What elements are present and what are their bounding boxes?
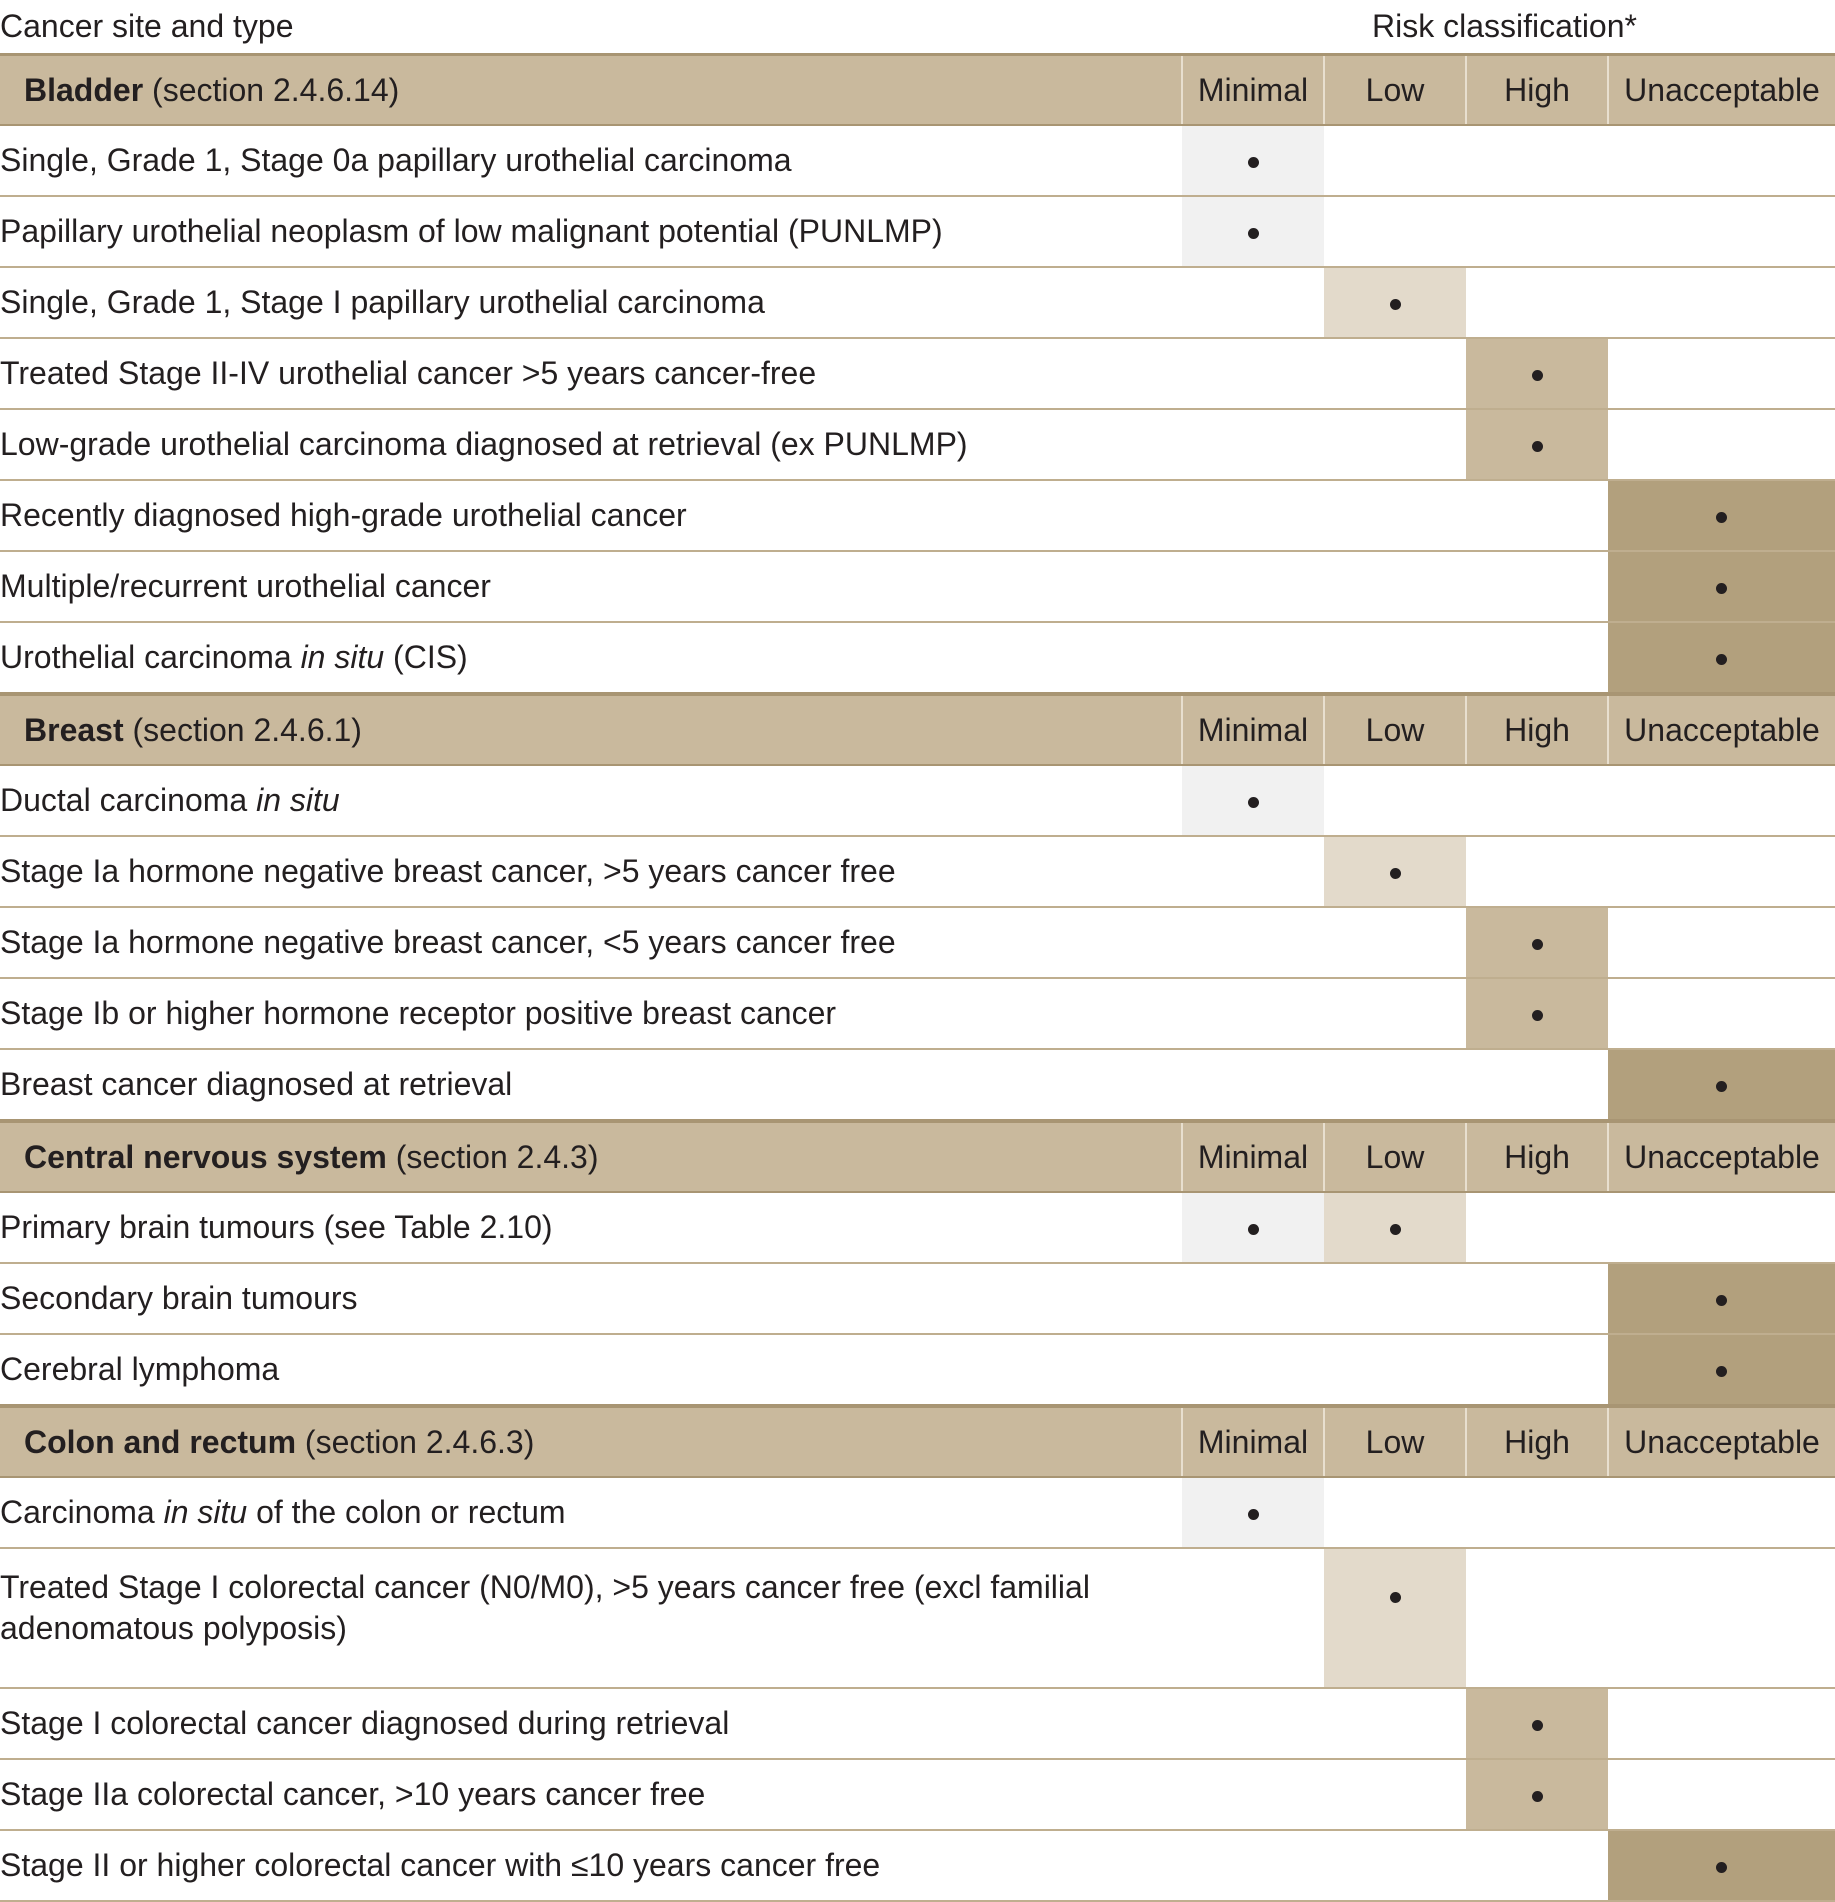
risk-cell-un (1608, 1548, 1835, 1688)
section-reference: (section 2.4.6.3) (304, 1423, 535, 1460)
section-title (0, 694, 1182, 765)
bullet-dot-icon (1248, 797, 1259, 808)
table-row (0, 1548, 1835, 1688)
table-row (0, 1049, 1835, 1121)
risk-cell-low (1324, 907, 1466, 978)
risk-cell-min (1182, 338, 1324, 409)
risk-cell-min (1182, 836, 1324, 907)
risk-cell-min (1182, 1548, 1324, 1688)
row-label-part: Ductal carcinoma (0, 782, 257, 818)
table-top-header (0, 0, 1835, 56)
risk-table (0, 56, 1835, 1902)
risk-cell-un (1608, 125, 1835, 196)
bullet-dot-icon (1248, 157, 1259, 168)
bullet-dot-icon (1716, 1081, 1727, 1092)
bullet-dot-icon (1390, 1592, 1401, 1603)
level-header-low: Low (1324, 56, 1466, 125)
row-label: Single, Grade 1, Stage 0a papillary urothelial carcinoma (0, 125, 1182, 196)
section-title (0, 56, 1182, 125)
risk-cell-high (1466, 836, 1608, 907)
risk-cell-low (1324, 836, 1466, 907)
level-header-high: High (1466, 1406, 1608, 1477)
table-row (0, 1477, 1835, 1548)
risk-cell-un (1608, 1334, 1835, 1406)
row-label: Multiple/recurrent urothelial cancer (0, 551, 1182, 622)
section-name: Bladder (24, 71, 144, 108)
column-header-cancer-site: Cancer site and type (0, 8, 294, 44)
level-header-low: Low (1324, 1406, 1466, 1477)
level-header-un: Unacceptable (1608, 694, 1835, 765)
level-header-min: Minimal (1182, 694, 1324, 765)
risk-cell-high (1466, 1688, 1608, 1759)
row-label-part: (CIS) (384, 639, 468, 675)
risk-table-body (0, 56, 1835, 1901)
risk-cell-min (1182, 978, 1324, 1049)
risk-cell-un (1608, 836, 1835, 907)
bullet-dot-icon (1248, 228, 1259, 239)
risk-cell-low (1324, 1049, 1466, 1121)
bullet-dot-icon (1716, 654, 1727, 665)
section-name: Breast (24, 711, 124, 748)
row-label: Stage I colorectal cancer diagnosed during retrieval (0, 1688, 1182, 1759)
risk-cell-low (1324, 1548, 1466, 1688)
level-header-min: Minimal (1182, 1406, 1324, 1477)
risk-cell-low (1324, 1192, 1466, 1263)
bullet-dot-icon (1716, 1295, 1727, 1306)
table-row (0, 551, 1835, 622)
risk-cell-min (1182, 1192, 1324, 1263)
section-header (0, 694, 1835, 765)
table-row (0, 765, 1835, 836)
bullet-dot-icon (1532, 1720, 1543, 1731)
risk-cell-low (1324, 267, 1466, 338)
row-label: Stage Ia hormone negative breast cancer, <5 years cancer free (0, 907, 1182, 978)
row-label (0, 1477, 1182, 1548)
row-label-part: Urothelial carcinoma (0, 639, 301, 675)
level-header-un: Unacceptable (1608, 1121, 1835, 1192)
risk-cell-min (1182, 1688, 1324, 1759)
section-title (0, 1121, 1182, 1192)
row-label: Papillary urothelial neoplasm of low malignant potential (PUNLMP) (0, 196, 1182, 267)
bullet-dot-icon (1532, 370, 1543, 381)
row-label-italic: in situ (256, 782, 340, 818)
section-reference: (section 2.4.6.1) (132, 711, 362, 748)
risk-cell-high (1466, 1049, 1608, 1121)
risk-cell-low (1324, 1830, 1466, 1901)
risk-cell-high (1466, 622, 1608, 694)
risk-cell-un (1608, 1263, 1835, 1334)
section-title (0, 1406, 1182, 1477)
level-header-min: Minimal (1182, 56, 1324, 125)
bullet-dot-icon (1248, 1509, 1259, 1520)
row-label-part: of the colon or rectum (247, 1494, 566, 1530)
risk-cell-high (1466, 1263, 1608, 1334)
row-label: Single, Grade 1, Stage I papillary urothelial carcinoma (0, 267, 1182, 338)
level-header-un: Unacceptable (1608, 56, 1835, 125)
bullet-dot-icon (1716, 512, 1727, 523)
row-label-italic: in situ (163, 1494, 248, 1530)
risk-cell-low (1324, 1477, 1466, 1548)
risk-cell-low (1324, 622, 1466, 694)
row-label: Stage II or higher colorectal cancer with ≤10 years cancer free (0, 1830, 1182, 1901)
risk-cell-high (1466, 409, 1608, 480)
risk-cell-low (1324, 1759, 1466, 1830)
risk-cell-low (1324, 551, 1466, 622)
risk-cell-min (1182, 409, 1324, 480)
risk-cell-min (1182, 196, 1324, 267)
risk-cell-high (1466, 907, 1608, 978)
risk-cell-min (1182, 622, 1324, 694)
table-row (0, 1334, 1835, 1406)
bullet-dot-icon (1716, 1862, 1727, 1873)
bullet-dot-icon (1532, 441, 1543, 452)
row-label: Cerebral lymphoma (0, 1334, 1182, 1406)
row-label: Recently diagnosed high-grade urothelial cancer (0, 480, 1182, 551)
risk-cell-un (1608, 978, 1835, 1049)
table-row (0, 1192, 1835, 1263)
risk-cell-un (1608, 907, 1835, 978)
row-label: Stage IIa colorectal cancer, >10 years cancer free (0, 1759, 1182, 1830)
level-header-high: High (1466, 56, 1608, 125)
risk-cell-un (1608, 1192, 1835, 1263)
table-row (0, 267, 1835, 338)
level-header-min: Minimal (1182, 1121, 1324, 1192)
risk-cell-un (1608, 338, 1835, 409)
bullet-dot-icon (1390, 1224, 1401, 1235)
risk-cell-high (1466, 1192, 1608, 1263)
risk-cell-un (1608, 480, 1835, 551)
risk-cell-high (1466, 1548, 1608, 1688)
table-row (0, 1830, 1835, 1901)
risk-cell-un (1608, 196, 1835, 267)
risk-cell-low (1324, 480, 1466, 551)
level-header-high: High (1466, 694, 1608, 765)
table-row (0, 480, 1835, 551)
table-row (0, 409, 1835, 480)
column-header-risk-classification: Risk classification* (1372, 8, 1637, 44)
risk-cell-min (1182, 1049, 1324, 1121)
row-label-italic: in situ (300, 639, 385, 675)
table-row (0, 836, 1835, 907)
bullet-dot-icon (1248, 1224, 1259, 1235)
risk-cell-un (1608, 551, 1835, 622)
risk-cell-min (1182, 267, 1324, 338)
bullet-dot-icon (1532, 1791, 1543, 1802)
risk-cell-un (1608, 1049, 1835, 1121)
risk-cell-high (1466, 338, 1608, 409)
risk-cell-low (1324, 765, 1466, 836)
risk-cell-min (1182, 907, 1324, 978)
row-label: Low-grade urothelial carcinoma diagnosed at retrieval (ex PUNLMP) (0, 409, 1182, 480)
row-label: Primary brain tumours (see Table 2.10) (0, 1192, 1182, 1263)
risk-cell-low (1324, 196, 1466, 267)
risk-cell-low (1324, 125, 1466, 196)
table-row (0, 196, 1835, 267)
bullet-dot-icon (1390, 299, 1401, 310)
risk-cell-high (1466, 1830, 1608, 1901)
risk-cell-min (1182, 1477, 1324, 1548)
bullet-dot-icon (1532, 939, 1543, 950)
risk-cell-high (1466, 1759, 1608, 1830)
risk-cell-min (1182, 1334, 1324, 1406)
table-row (0, 1263, 1835, 1334)
risk-cell-un (1608, 1477, 1835, 1548)
risk-cell-high (1466, 267, 1608, 338)
table-row (0, 125, 1835, 196)
level-header-high: High (1466, 1121, 1608, 1192)
risk-cell-min (1182, 551, 1324, 622)
section-header (0, 1406, 1835, 1477)
level-header-low: Low (1324, 1121, 1466, 1192)
risk-cell-low (1324, 1263, 1466, 1334)
bullet-dot-icon (1716, 1366, 1727, 1377)
row-label (0, 622, 1182, 694)
level-header-un: Unacceptable (1608, 1406, 1835, 1477)
risk-cell-low (1324, 409, 1466, 480)
risk-cell-un (1608, 267, 1835, 338)
risk-cell-min (1182, 125, 1324, 196)
risk-cell-un (1608, 1830, 1835, 1901)
bullet-dot-icon (1716, 583, 1727, 594)
risk-cell-low (1324, 1334, 1466, 1406)
section-header (0, 56, 1835, 125)
section-name: Central nervous system (24, 1138, 387, 1175)
risk-cell-high (1466, 1334, 1608, 1406)
risk-cell-min (1182, 1263, 1324, 1334)
table-row (0, 1759, 1835, 1830)
risk-cell-low (1324, 978, 1466, 1049)
row-label (0, 765, 1182, 836)
risk-cell-high (1466, 125, 1608, 196)
row-label: Treated Stage II-IV urothelial cancer >5 years cancer-free (0, 338, 1182, 409)
row-label: Stage Ib or higher hormone receptor positive breast cancer (0, 978, 1182, 1049)
risk-cell-high (1466, 1477, 1608, 1548)
section-reference: (section 2.4.3) (395, 1138, 599, 1175)
row-label: Stage Ia hormone negative breast cancer, >5 years cancer free (0, 836, 1182, 907)
risk-cell-un (1608, 1688, 1835, 1759)
risk-cell-un (1608, 622, 1835, 694)
risk-cell-un (1608, 409, 1835, 480)
risk-cell-un (1608, 765, 1835, 836)
risk-cell-low (1324, 1688, 1466, 1759)
risk-cell-high (1466, 765, 1608, 836)
level-header-low: Low (1324, 694, 1466, 765)
risk-cell-high (1466, 978, 1608, 1049)
section-reference: (section 2.4.6.14) (152, 71, 400, 108)
table-row (0, 907, 1835, 978)
row-label: Breast cancer diagnosed at retrieval (0, 1049, 1182, 1121)
risk-cell-low (1324, 338, 1466, 409)
risk-cell-high (1466, 551, 1608, 622)
table-row (0, 1688, 1835, 1759)
risk-cell-min (1182, 1830, 1324, 1901)
risk-cell-min (1182, 765, 1324, 836)
table-row (0, 338, 1835, 409)
risk-cell-min (1182, 1759, 1324, 1830)
bullet-dot-icon (1532, 1010, 1543, 1021)
table-row (0, 978, 1835, 1049)
row-label: Secondary brain tumours (0, 1263, 1182, 1334)
row-label-part: Carcinoma (0, 1494, 164, 1530)
row-label: Treated Stage I colorectal cancer (N0/M0), >5 years cancer free (excl familial adenomatous polyposis) (0, 1548, 1182, 1688)
bullet-dot-icon (1390, 868, 1401, 879)
risk-cell-min (1182, 480, 1324, 551)
risk-cell-high (1466, 480, 1608, 551)
risk-cell-high (1466, 196, 1608, 267)
section-name: Colon and rectum (24, 1423, 297, 1460)
risk-cell-un (1608, 1759, 1835, 1830)
table-row (0, 622, 1835, 694)
section-header (0, 1121, 1835, 1192)
